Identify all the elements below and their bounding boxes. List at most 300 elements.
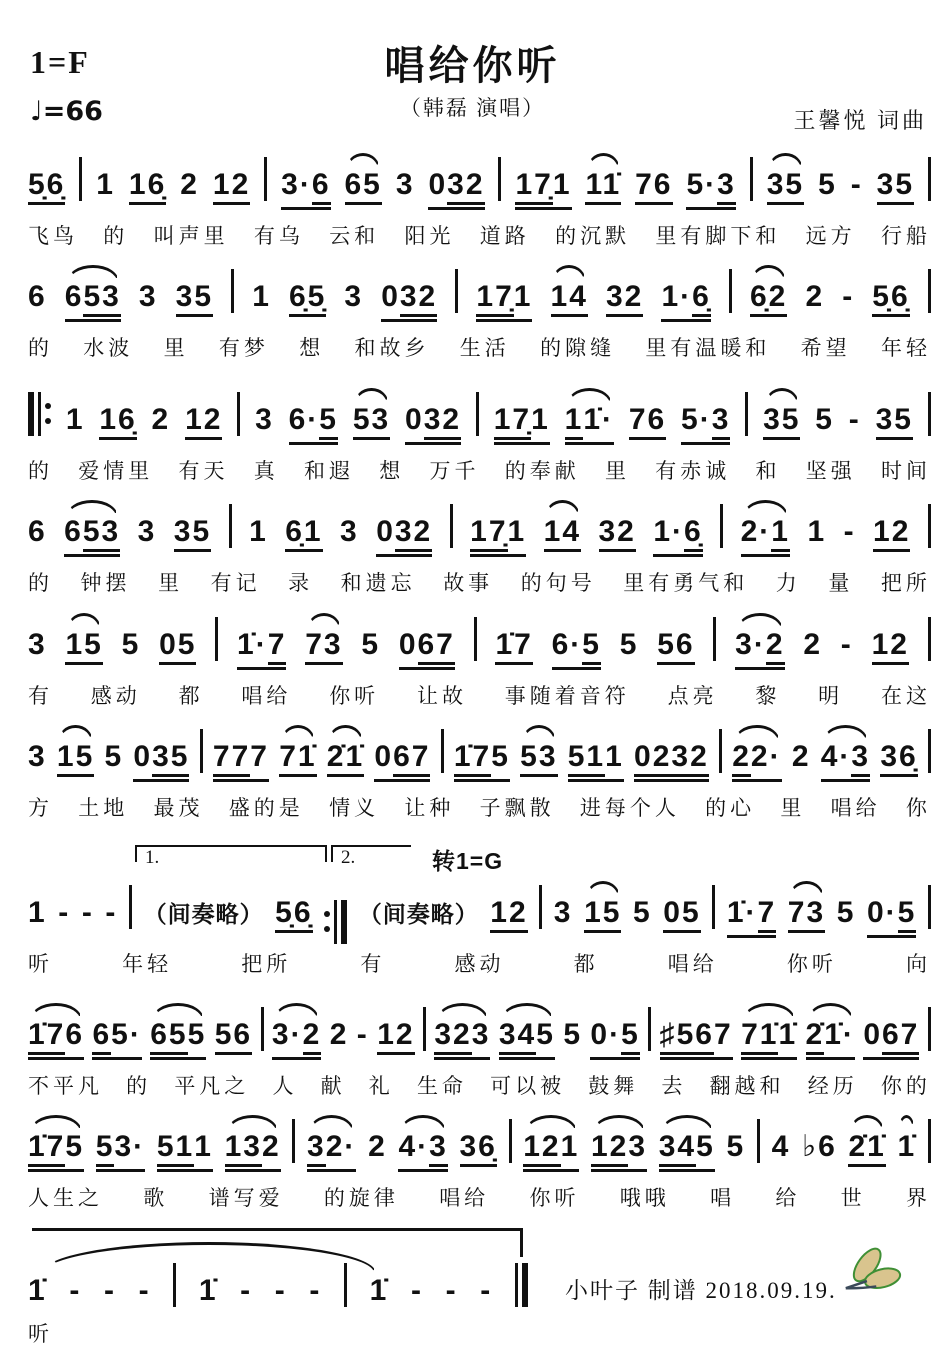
barline	[745, 392, 748, 436]
note-token: 5̣6̣	[872, 280, 909, 317]
note-token: 1	[807, 515, 827, 548]
note-token: 6 5·	[92, 1018, 141, 1060]
note-token: 3· 2	[272, 1018, 321, 1060]
note-token: 0 67	[863, 1018, 919, 1060]
note-token: 71̇ 1̇	[741, 1018, 797, 1060]
note-token: 65	[345, 168, 382, 205]
note-token: 1̇7 5	[454, 740, 510, 782]
barline	[474, 617, 477, 661]
volta-first-bracket	[135, 845, 327, 868]
note-token: 51 1	[157, 1130, 213, 1172]
score-system-4	[28, 497, 931, 597]
score-system-6	[28, 722, 931, 822]
lyric-syllable: 力	[775, 571, 801, 595]
volta-second-label: 2.	[341, 847, 356, 868]
note-token: 6̣2	[750, 280, 787, 317]
lyric-syllable: 翻越和	[709, 1074, 785, 1098]
lyric-syllable: 人生之	[28, 1186, 103, 1210]
score-system-2	[28, 262, 931, 362]
lyric-syllable: 年轻	[880, 336, 931, 360]
lyric-syllable: 的旋律	[323, 1186, 399, 1210]
barline	[750, 157, 753, 201]
barline	[729, 269, 732, 313]
barline	[720, 504, 723, 548]
lyric-syllable: 的	[103, 224, 129, 248]
note-token: 12	[872, 628, 909, 665]
note-token: 3	[138, 280, 158, 313]
barline	[757, 1119, 760, 1163]
note-token: 12 3	[591, 1130, 647, 1172]
lyric-syllable: 录	[288, 571, 314, 595]
lyrics-row	[28, 1318, 528, 1348]
note-token: 2̇1̇	[848, 1130, 885, 1167]
note-token: 1̇7 6	[28, 1018, 84, 1060]
lyric-syllable: 鼓舞	[588, 1074, 639, 1098]
note-token: 0 32	[376, 515, 432, 557]
lyrics-row	[28, 455, 931, 485]
note-token: 73	[788, 896, 825, 933]
notes-row	[28, 150, 931, 210]
lyric-syllable: 进每个人	[579, 796, 680, 820]
lyric-syllable: 谱写爱	[208, 1186, 284, 1210]
note-token: 2	[180, 168, 199, 201]
lyric-syllable: 真	[253, 459, 279, 483]
note-token: 1	[65, 403, 85, 436]
lyric-syllable: 明	[818, 684, 844, 708]
note-token: 1· 6̣	[653, 515, 702, 557]
note-token: 1̇	[369, 1274, 389, 1307]
note-token: 3	[255, 403, 274, 436]
barline	[455, 269, 458, 313]
note-token: 5· 3	[681, 403, 730, 445]
lyric-syllable: 的句号	[520, 571, 596, 595]
note-token: 11̇	[585, 168, 621, 205]
lyric-syllable: 里有勇气和	[623, 571, 749, 595]
note-token: 12	[490, 896, 527, 933]
note-token: 3· 6	[281, 168, 330, 210]
lyrics-row	[28, 1070, 931, 1100]
note-token: 3	[340, 515, 359, 548]
lyric-syllable: 叫声里	[153, 224, 229, 248]
note-token: 77 7	[213, 740, 269, 782]
lyric-syllable: 界	[905, 1186, 931, 1210]
note-token: 56	[215, 1018, 252, 1055]
lyric-syllable: 想	[379, 459, 405, 483]
lyric-syllable: 的	[126, 1074, 152, 1098]
note-token: 2̇ 1̇·	[806, 1018, 855, 1060]
note-token: 6 53	[65, 280, 121, 322]
note-token: -	[410, 1274, 423, 1307]
barline	[79, 157, 82, 201]
note-token: 56	[657, 628, 694, 665]
score-system-1	[28, 150, 931, 250]
note-token: 76	[635, 168, 672, 205]
note-token: 12	[185, 403, 222, 440]
barline	[441, 729, 444, 773]
note-token: -	[445, 1274, 458, 1307]
lyric-syllable: 阳光	[404, 224, 455, 248]
lyric-syllable: 点亮	[667, 684, 718, 708]
note-token: 1 1̇·	[565, 403, 614, 445]
note-token: 5	[563, 1018, 582, 1051]
lyric-syllable: 黎	[755, 684, 781, 708]
lyric-syllable: 的	[28, 459, 53, 483]
note-token: 5	[361, 628, 381, 661]
score-system-9	[28, 1112, 931, 1212]
note-token: 2· 1	[741, 515, 790, 557]
note-token: 35	[176, 280, 213, 317]
quarter-note-icon: ♩	[30, 96, 43, 127]
note-token: 5	[633, 896, 652, 929]
note-token: 6̣5̣	[289, 280, 326, 317]
note-token: 5̣6̣	[28, 168, 65, 205]
note-token: -	[58, 896, 71, 929]
note-token: 2̇1̇	[327, 740, 364, 777]
barline	[928, 1007, 931, 1051]
barline	[928, 392, 931, 436]
note-token: 17̣ 1	[515, 168, 571, 210]
lyric-syllable: 想	[299, 336, 325, 360]
barline	[928, 269, 931, 313]
lyric-syllable: 礼	[368, 1074, 394, 1098]
note-token: 0 32	[381, 280, 437, 322]
note-token: 36̣	[460, 1130, 497, 1167]
lyric-syllable: 唱给	[439, 1186, 490, 1210]
note-token: 0 67	[399, 628, 455, 670]
note-token: 4· 3	[398, 1130, 447, 1172]
note-token: -	[850, 168, 863, 201]
note-token: -	[138, 1274, 151, 1307]
note-token: 73	[305, 628, 342, 665]
lyric-syllable: 向	[906, 952, 931, 976]
note-token: 32	[606, 280, 643, 317]
note-token: 51 1	[568, 740, 624, 782]
note-token: -	[843, 515, 856, 548]
score-system-8	[28, 1000, 931, 1100]
lyric-syllable: 经历	[807, 1074, 858, 1098]
lyric-syllable: 飞鸟	[28, 224, 78, 248]
note-token: 35	[763, 403, 800, 440]
note-token: 2	[329, 1018, 349, 1051]
lyric-syllable: 和遗忘	[340, 571, 416, 595]
final-barline	[515, 1263, 528, 1307]
lyric-syllable: 水波	[83, 336, 134, 360]
barline	[712, 885, 715, 929]
note-token: 1̇· 7	[727, 896, 776, 938]
lyric-syllable: 和	[755, 459, 781, 483]
lyric-syllable: 让种	[404, 796, 455, 820]
note-token: 5· 3	[686, 168, 735, 210]
lyric-syllable: 万千	[429, 459, 480, 483]
lyric-syllable: 故事	[443, 571, 494, 595]
score-system-7	[28, 878, 931, 978]
barline	[719, 729, 722, 773]
note-token: 1̇	[198, 1274, 218, 1307]
lyric-syllable: 最茂	[153, 796, 204, 820]
lyric-syllable: 的奉献	[504, 459, 580, 483]
note-token: 15	[584, 896, 621, 933]
note-token: 15	[65, 628, 102, 665]
barline	[237, 392, 240, 436]
lyric-syllable: 平凡之	[174, 1074, 250, 1098]
lyric-syllable: 给	[775, 1186, 801, 1210]
note-token: 05	[663, 896, 700, 933]
note-token: 5̣6̣	[275, 896, 312, 933]
note-token: 71̇	[279, 740, 316, 777]
note-token: 3	[395, 168, 415, 201]
note-token: 5	[818, 168, 837, 201]
note-token: 3 2·	[307, 1130, 356, 1172]
lyric-syllable: 爱情里	[78, 459, 154, 483]
note-token: 3	[553, 896, 573, 929]
note-token: 5	[121, 628, 141, 661]
lyrics-row	[28, 220, 931, 250]
note-token: 5	[104, 740, 124, 773]
lyric-syllable: 把所	[880, 571, 931, 595]
repeat-end-sign	[324, 900, 347, 944]
leaf-icon	[838, 1244, 910, 1309]
note-token: 34 5	[499, 1018, 555, 1060]
lyric-syllable: 和故乡	[354, 336, 430, 360]
lyric-syllable: 在这	[880, 684, 931, 708]
note-token: 3	[137, 515, 157, 548]
barline	[129, 885, 132, 929]
note-token: 4· 3	[821, 740, 870, 782]
note-token: 17̣ 1	[470, 515, 526, 557]
note-token: 0 67	[374, 740, 430, 782]
lyric-syllable: 的心	[705, 796, 756, 820]
lyric-syllable: 远方	[805, 224, 856, 248]
lyric-syllable: 歌	[143, 1186, 169, 1210]
lyrics-row	[28, 1182, 931, 1212]
lyric-syllable: 人	[272, 1074, 298, 1098]
note-token: 6· 5	[289, 403, 338, 445]
note-token: 12	[377, 1018, 414, 1055]
note-token: 1	[28, 896, 47, 929]
lyric-syllable: 你听	[786, 952, 837, 976]
note-token: 17̣ 1	[476, 280, 532, 322]
lyric-syllable: 都	[573, 952, 599, 976]
note-token: 0 32	[428, 168, 484, 210]
note-token: 2	[803, 628, 822, 661]
barline	[928, 729, 931, 773]
lyric-syllable: 感动	[90, 684, 141, 708]
lyric-syllable: 你听	[529, 1186, 580, 1210]
barline	[713, 617, 716, 661]
note-token: -	[274, 1274, 287, 1307]
note-token: 1	[249, 515, 268, 548]
note-token: 6	[28, 515, 47, 548]
lyric-syllable: 献	[320, 1074, 346, 1098]
note-token: 5 3·	[96, 1130, 145, 1172]
note-token: 32 3	[434, 1018, 490, 1060]
lyric-syllable: 时间	[881, 459, 931, 483]
notes-row	[28, 1000, 931, 1060]
lyric-syllable: 有	[360, 952, 386, 976]
lyric-syllable: 有记	[210, 571, 261, 595]
note-token: 35	[767, 168, 804, 205]
note-token: 5	[726, 1130, 746, 1163]
note-token: -	[81, 896, 94, 929]
note-token: 2	[791, 740, 811, 773]
lyric-syllable: 有天	[178, 459, 229, 483]
lyric-syllable: 钟摆	[80, 571, 131, 595]
note-token: 36̣	[880, 740, 917, 777]
note-token: 5	[619, 628, 639, 661]
note-token: 1· 6̣	[661, 280, 710, 322]
note-token: 5	[836, 896, 856, 929]
barline	[928, 1119, 931, 1163]
lyric-syllable: 的沉默	[555, 224, 631, 248]
barline	[450, 504, 453, 548]
lyric-syllable: 的隙缝	[540, 336, 616, 360]
note-token: 76	[629, 403, 666, 440]
lyric-syllable: 可以被	[490, 1074, 566, 1098]
lyric-syllable: 里	[163, 336, 189, 360]
note-token: 65 5	[150, 1018, 206, 1060]
note-token: -	[103, 1274, 116, 1307]
lyrics-row	[28, 680, 931, 710]
note-token: 0 32	[405, 403, 461, 445]
note-token: -	[356, 1018, 369, 1051]
lyric-syllable: 里有温暖和	[645, 336, 771, 360]
note-token: ♯56 7	[660, 1018, 733, 1060]
notes-row	[28, 878, 931, 938]
note-token: 6· 5	[552, 628, 601, 670]
note-token: 1̇	[897, 1130, 917, 1163]
interlude-note: （间奏略）	[143, 902, 264, 927]
lyric-syllable: 的	[28, 336, 53, 360]
lyric-syllable: 让故	[416, 684, 467, 708]
repeat-start-sign	[28, 392, 51, 436]
note-token: -	[842, 280, 855, 313]
lyric-syllable: 行船	[880, 224, 931, 248]
lyric-syllable: 你	[905, 796, 931, 820]
note-token: 6 53	[64, 515, 120, 557]
barline	[648, 1007, 651, 1051]
lyric-syllable: 里有脚下和	[655, 224, 781, 248]
lyric-syllable: 生活	[459, 336, 510, 360]
note-token: 15	[57, 740, 94, 777]
lyric-syllable: 都	[178, 684, 204, 708]
note-token: 14	[551, 280, 588, 317]
note-token: -	[480, 1274, 493, 1307]
note-token: 53	[353, 403, 390, 440]
lyric-syllable: 听	[28, 952, 53, 976]
barline	[261, 1007, 264, 1051]
key-signature: 1=F	[30, 44, 90, 80]
transcriber-credit: 小叶子 制谱 2018.09.19.	[565, 1278, 837, 1303]
barline	[498, 157, 501, 201]
modulation-marking: 转1=G	[432, 848, 504, 874]
note-token: 05	[159, 628, 196, 665]
note-token: 1̇7	[495, 628, 532, 665]
barline	[539, 885, 542, 929]
lyric-syllable: 希望	[800, 336, 851, 360]
note-token: -	[848, 403, 861, 436]
barline	[928, 157, 931, 201]
lyric-syllable: 坚强	[805, 459, 856, 483]
lyric-syllable: 你听	[329, 684, 380, 708]
lyric-syllable: 世	[840, 1186, 866, 1210]
barline	[292, 1119, 295, 1163]
lyric-syllable: 里	[158, 571, 184, 595]
note-token: 4	[771, 1130, 791, 1163]
interlude-note: （间奏略）	[358, 902, 479, 927]
barline	[509, 1119, 512, 1163]
note-token: 35	[174, 515, 211, 552]
lyric-syllable: 不平凡	[28, 1074, 103, 1098]
barline	[200, 729, 203, 773]
song-title: 唱给你听	[384, 44, 561, 88]
lyric-syllable: 哦哦	[619, 1186, 670, 1210]
score-system-5	[28, 610, 931, 710]
note-token: -	[69, 1274, 82, 1307]
lyric-syllable: 道路	[479, 224, 530, 248]
note-token: 3	[28, 740, 47, 773]
notes-row	[28, 262, 931, 322]
lyric-syllable: 年轻	[122, 952, 173, 976]
performer-subtitle: （韩磊 演唱）	[399, 96, 546, 120]
barline	[928, 885, 931, 929]
lyric-syllable: 盛的是	[228, 796, 304, 820]
lyrics-row	[28, 567, 931, 597]
lyric-syllable: 的	[28, 571, 53, 595]
barline	[231, 269, 234, 313]
note-token: 53	[520, 740, 557, 777]
lyric-syllable: 量	[828, 571, 854, 595]
lyrics-row	[28, 332, 931, 362]
barline	[264, 157, 267, 201]
note-token: -	[105, 896, 118, 929]
note-token: -	[840, 628, 853, 661]
note-token: 1	[96, 168, 115, 201]
note-token: ♭6	[801, 1130, 837, 1163]
lyric-syllable: 有	[28, 684, 53, 708]
lyric-syllable: 和遐	[304, 459, 354, 483]
lyric-syllable: 有赤诚	[655, 459, 731, 483]
composer-credit: 王馨悦 词曲	[793, 108, 927, 133]
lyric-syllable: 有乌	[253, 224, 304, 248]
lyric-syllable: 去	[661, 1074, 687, 1098]
notes-row	[28, 497, 931, 557]
lyric-syllable: 唱给	[830, 796, 881, 820]
barline	[229, 504, 232, 548]
volta-first-label: 1.	[145, 847, 160, 868]
note-token: 1̇7 5	[28, 1130, 84, 1172]
note-token: 5	[815, 403, 834, 436]
note-token: 6̣1	[285, 515, 322, 552]
note-token: 0· 5	[867, 896, 916, 938]
note-token: 12 1	[523, 1130, 579, 1172]
lyric-syllable: 里	[605, 459, 630, 483]
tempo-marking: ♩=66	[30, 96, 103, 127]
note-token: 32	[599, 515, 636, 552]
notes-row	[28, 722, 931, 782]
lyrics-row	[28, 792, 931, 822]
note-token: 3· 2	[735, 628, 784, 670]
note-token: 1̇	[28, 1274, 47, 1307]
note-token: 2	[805, 280, 825, 313]
notes-row	[28, 385, 931, 445]
lyric-syllable: 唱给	[667, 952, 718, 976]
note-token: 12	[873, 515, 910, 552]
note-token: 34 5	[659, 1130, 715, 1172]
note-token: -	[240, 1274, 253, 1307]
note-token: 2	[368, 1130, 387, 1163]
note-token: 2	[151, 403, 171, 436]
note-token: 0232	[634, 740, 709, 782]
